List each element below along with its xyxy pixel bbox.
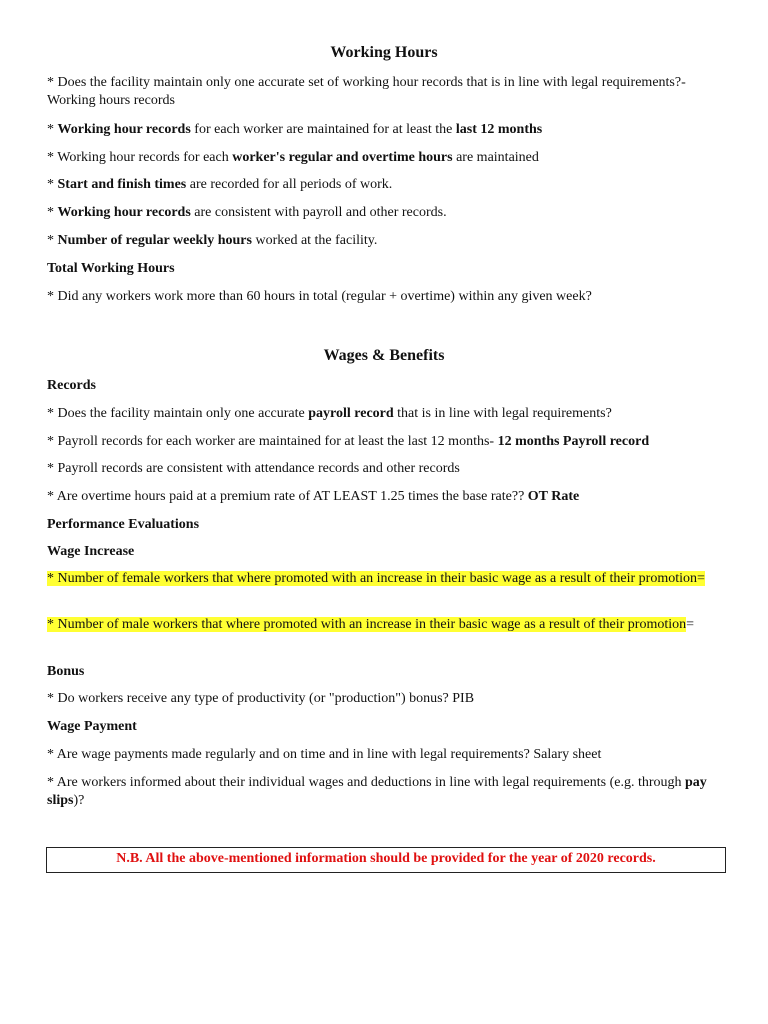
wage-payment-heading: Wage Payment bbox=[47, 719, 137, 734]
female-promotion-question bbox=[47, 570, 727, 588]
highlight-male: * Number of male workers that where promoted with an increase in their basic wage as a result of their promotion bbox=[47, 617, 687, 632]
wage-increase-heading: Wage Increase bbox=[47, 544, 135, 559]
note-text: N.B. All the above-mentioned information should be provided for the year of 2020 records. bbox=[116, 851, 656, 866]
male-promotion-question: * Number of male workers that where promoted with an increase in their basic wage as a result of their promotion= bbox=[47, 617, 695, 632]
wh-question-5: * Working hour records are consistent with payroll and other records. bbox=[47, 205, 447, 220]
note-box bbox=[46, 847, 726, 873]
wh-question-1: * Does the facility maintain only one accurate set of working hour records that is in line with legal requirements?- Working hours records bbox=[47, 75, 686, 108]
wage-payment-question-2: * Are workers informed about their individual wages and deductions in line with legal requirements (e.g. through pay slips)? bbox=[47, 775, 707, 808]
total-working-hours-heading: Total Working Hours bbox=[47, 261, 175, 276]
bonus-heading: Bonus bbox=[47, 664, 85, 679]
wage-payment-question-1: * Are wage payments made regularly and on time and in line with legal requirements? Salary sheet bbox=[47, 747, 602, 762]
performance-evaluations-heading: Performance Evaluations bbox=[47, 517, 200, 532]
highlight-female: * Number of female workers that where promoted with an increase in their basic wage as a result of their promotion= bbox=[47, 571, 705, 586]
wh-question-2: * Working hour records for each worker are maintained for at least the last 12 months bbox=[47, 122, 543, 137]
wh-question-4: * Start and finish times are recorded for all periods of work. bbox=[47, 177, 393, 192]
records-heading: Records bbox=[47, 378, 96, 393]
wh-question-6: * Number of regular weekly hours worked at the facility. bbox=[47, 233, 378, 248]
wb-records-question-1: * Does the facility maintain only one accurate payroll record that is in line with legal requirements? bbox=[47, 406, 612, 421]
bonus-question: * Do workers receive any type of productivity (or "production") bonus? PIB bbox=[47, 691, 475, 706]
wh-question-7: * Did any workers work more than 60 hours in total (regular + overtime) within any given week? bbox=[47, 289, 592, 304]
wb-records-question-4: * Are overtime hours paid at a premium rate of AT LEAST 1.25 times the base rate?? OT Rate bbox=[47, 489, 580, 504]
wh-question-3: * Working hour records for each worker's regular and overtime hours are maintained bbox=[47, 150, 539, 165]
wages-benefits-heading: Wages & Benefits bbox=[323, 347, 445, 364]
wb-records-question-2: * Payroll records for each worker are maintained for at least the last 12 months- 12 months Payroll record bbox=[47, 434, 650, 449]
working-hours-heading: Working Hours bbox=[330, 44, 438, 61]
wb-records-question-3: * Payroll records are consistent with attendance records and other records bbox=[47, 461, 460, 476]
